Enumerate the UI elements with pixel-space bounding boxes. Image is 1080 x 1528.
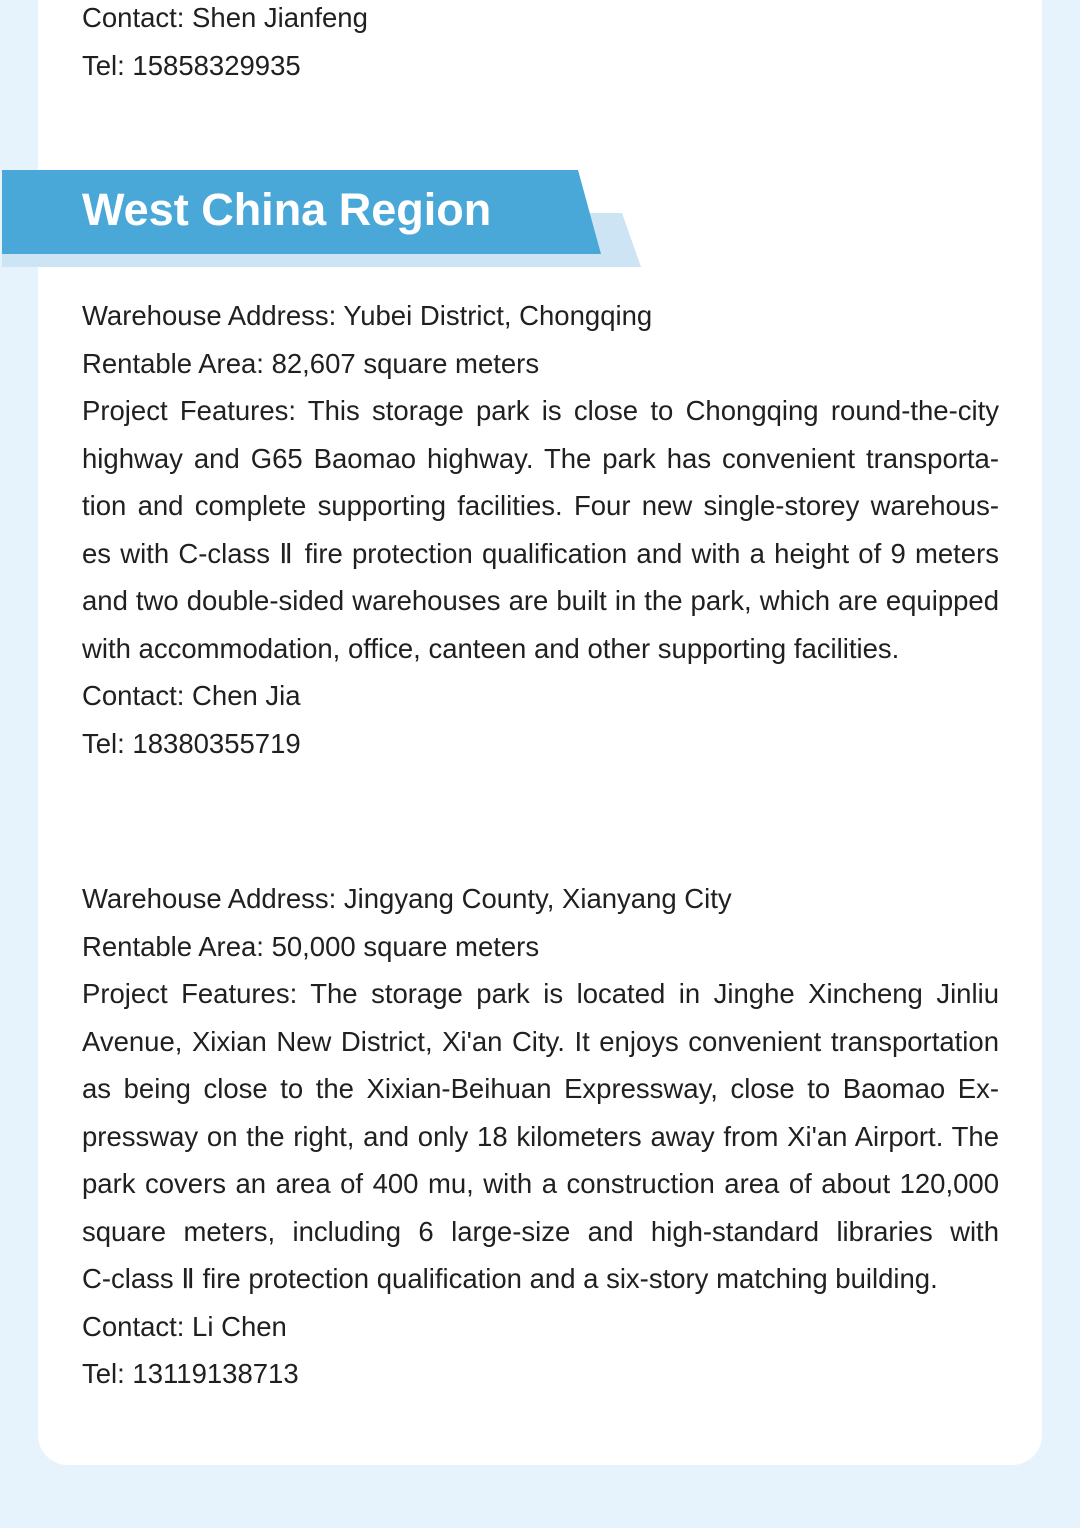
region-title: West China Region (82, 184, 492, 235)
contact-line: Contact: Shen Jianfeng (82, 2, 368, 33)
project-features-line: C-class Ⅱ fire protection qualification and a six-story matching building. (82, 1263, 938, 1294)
project-features-line: pressway on the right, and only 18 kilometers away from Xi'an Airport. The (82, 1120, 999, 1152)
project-features-line: square meters, including 6 large-size and high-standard libraries with (82, 1215, 999, 1247)
warehouse-entry (82, 875, 999, 1398)
project-features-line: Project Features: This storage park is close to Chongqing round-the-city (82, 395, 999, 426)
rentable-area: Rentable Area: 50,000 square meters (82, 930, 540, 962)
contact-line: Contact: Li Chen (82, 1310, 287, 1342)
warehouse-address: Warehouse Address: Yubei District, Chongqing (82, 300, 653, 331)
rentable-area: Rentable Area: 82,607 square meters (82, 347, 540, 379)
project-features-line: tion and complete supporting facilities. Four new single-storey warehous- (82, 490, 999, 521)
previous-contact-block (82, 0, 999, 89)
contact-line: Contact: Chen Jia (82, 680, 301, 711)
project-features-line: as being close to the Xixian-Beihuan Expressway, close to Baomao Ex- (82, 1073, 999, 1104)
tel-line: Tel: 13119138713 (82, 1358, 299, 1389)
project-features-line: and two double-sided warehouses are built in the park, which are equipped (82, 585, 999, 616)
project-features-line: park covers an area of 400 mu, with a construction area of about 120,000 (82, 1168, 999, 1199)
project-features-line: es with C-class Ⅱ fire protection qualification and with a height of 9 meters (82, 537, 999, 569)
tel-line: Tel: 15858329935 (82, 49, 301, 81)
project-features-line: Project Features: The storage park is located in Jinghe Xincheng Jinliu (82, 978, 999, 1009)
tel-line: Tel: 18380355719 (82, 727, 301, 759)
warehouse-address: Warehouse Address: Jingyang County, Xianyang City (82, 883, 732, 914)
project-features-line: highway and G65 Baomao highway. The park has convenient transporta- (82, 442, 999, 474)
warehouse-entry (82, 292, 999, 767)
project-features-line: Avenue, Xixian New District, Xi'an City. It enjoys convenient transportation (82, 1025, 999, 1057)
project-features-line: with accommodation, office, canteen and other supporting facilities. (82, 632, 900, 664)
